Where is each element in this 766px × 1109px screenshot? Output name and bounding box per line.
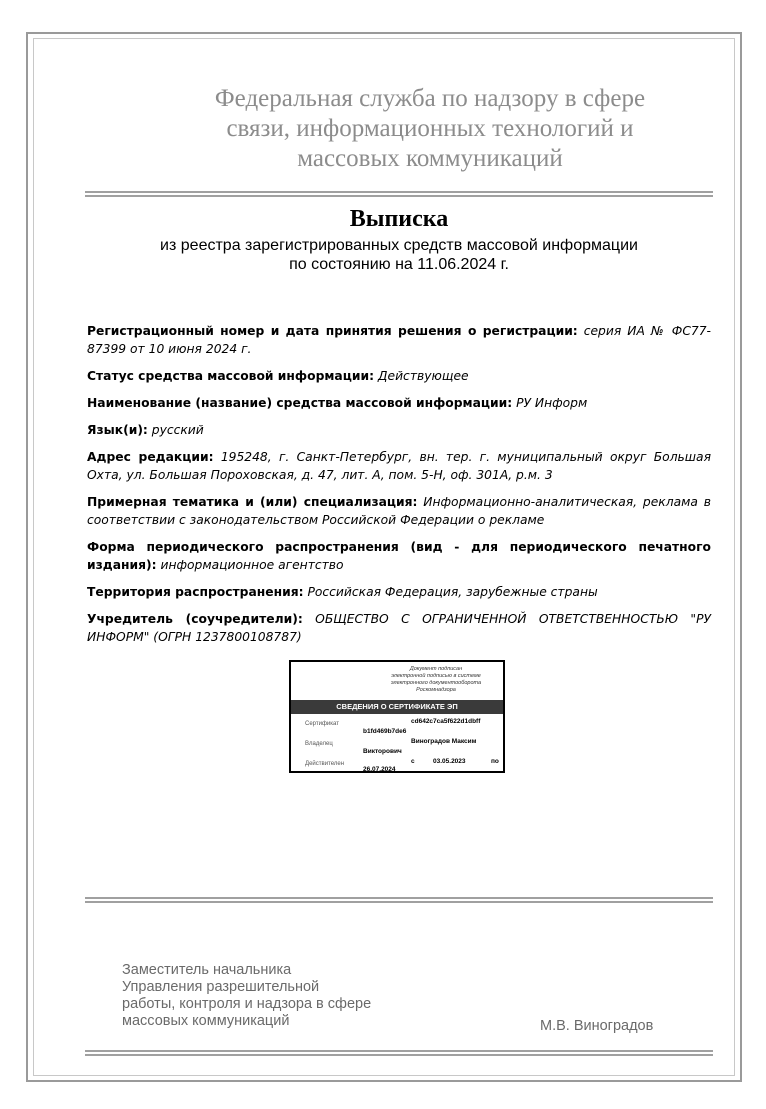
field-label: Примерная тематика и (или) специализация: [87, 495, 418, 509]
top-divider [85, 191, 713, 197]
signatory-position-line: работы, контроля и надзора в сфере [122, 996, 372, 1012]
field-label: Адрес редакции: [87, 450, 214, 464]
signatory-position-line: Управления разрешительной [122, 979, 320, 995]
field-value: информационное агентство [156, 558, 344, 572]
stamp-owner-label: Владелец [305, 741, 333, 747]
field-value: Информационно-аналитическая, реклама в соответствии с законодательством Российской Федерации о рекламе [87, 495, 712, 527]
agency-line: Федеральная служба по надзору в сфере [214, 85, 646, 112]
stamp-issuer-line: Роскомнадзора [416, 687, 456, 693]
stamp-valid-from: 03.05.2023 [433, 758, 466, 765]
registry-fields [87, 322, 711, 655]
document-title: Выписка [349, 206, 449, 232]
stamp-cert-label: Сертификат [305, 721, 339, 727]
signatory-position-line: массовых коммуникаций [122, 1013, 290, 1029]
field-value: русский [147, 423, 204, 437]
field-value: ОБЩЕСТВО С ОГРАНИЧЕННОЙ ОТВЕТСТВЕННОСТЬЮ "РУ ИНФОРМ" (ОГРН 1237800108787) [87, 612, 711, 644]
field-value: Действующее [373, 369, 469, 383]
stamp-cert-value: cd642c7ca5f622d1dbff [411, 718, 481, 725]
stamp-issuer-line: электронного документооборота [390, 680, 482, 686]
signatory-position-line: Заместитель начальника [122, 962, 292, 978]
stamp-owner-value-cont: Викторович [363, 748, 402, 755]
field-label: Язык(и): [87, 423, 148, 437]
field-editorial-address [87, 448, 711, 484]
field-value: 195248, г. Санкт-Петербург, вн. тер. г. муниципальный округ Большая Охта, ул. Большая Пороховская, д. 47, лит. А, пом. 5-Н, оф. 301А, р.м. 3 [87, 450, 711, 482]
field-value: Российская Федерация, зарубежные страны [303, 585, 598, 599]
field-value: серия ИА № ФС77-87399 от 10 июня 2024 г. [87, 324, 711, 356]
stamp-owner-value: Виноградов Максим [411, 738, 477, 745]
stamp-valid-to-prefix: по [491, 758, 499, 765]
stamp-heading: СВЕДЕНИЯ О СЕРТИФИКАТЕ ЭП [291, 700, 503, 714]
field-label: Статус средства массовой информации: [87, 369, 374, 383]
agency-header [150, 84, 710, 174]
field-status [87, 367, 711, 385]
field-distribution-territory [87, 583, 711, 601]
stamp-issuer [381, 666, 491, 694]
subtitle-line: из реестра зарегистрированных средств массовой информации [160, 237, 638, 254]
field-label: Наименование (название) средства массовой информации: [87, 396, 513, 410]
field-label: Территория распространения: [87, 585, 304, 599]
agency-line: связи, информационных технологий и [226, 115, 634, 142]
field-label: Учредитель (соучредители): [87, 612, 303, 626]
field-value: РУ Информ [512, 396, 588, 410]
document-subtitle [85, 236, 713, 274]
field-registration-number [87, 322, 711, 358]
stamp-cert-value-cont: b1fd469b7de6 [363, 728, 407, 735]
stamp-valid-label: Действителен [305, 761, 345, 767]
signatory-name: М.В. Виноградов [540, 1018, 654, 1034]
signatory-position [122, 962, 422, 1030]
field-label: Регистрационный номер и дата принятия решения о регистрации: [87, 324, 578, 338]
e-signature-stamp [289, 660, 505, 773]
field-distribution-form [87, 538, 711, 574]
stamp-issuer-line: Документ подписан [409, 666, 463, 672]
field-language [87, 421, 711, 439]
bottom-divider [85, 897, 713, 903]
agency-line: массовых коммуникаций [297, 145, 563, 172]
stamp-valid-from-prefix: с [411, 758, 415, 765]
field-founder [87, 610, 711, 646]
field-subject-matter [87, 493, 711, 529]
footer-divider [85, 1050, 713, 1056]
field-media-name [87, 394, 711, 412]
field-label: Форма периодического распространения (вид - для периодического печатного издания): [87, 540, 711, 572]
subtitle-date-line: по состоянию на 11.06.2024 г. [289, 256, 509, 273]
stamp-issuer-line: электронной подписью в системе [391, 673, 481, 679]
stamp-valid-to: 26.07.2024 [363, 766, 396, 773]
